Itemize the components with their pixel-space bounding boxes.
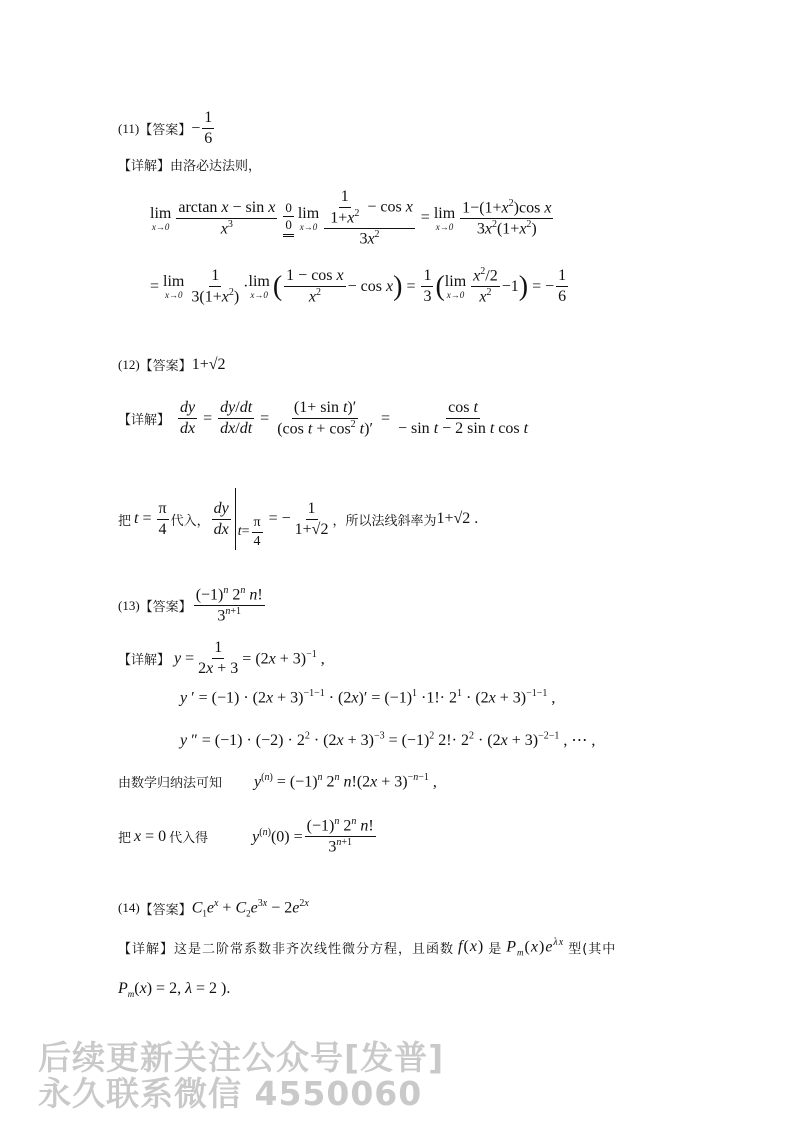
p13-number: (13) bbox=[118, 597, 140, 613]
p12-detail-line: 【详解】 $\frac{dy}{dx}$ = $\frac{dy/dt}{dx/dt}$ = $\frac{\text{(1+ sin t)′}}{(\cos t + \cos^2 t)'}$ = $\frac{\text{cos t}}{\text{− sin t − 2 sin t cos t}}$ bbox=[118, 399, 529, 438]
p13-second-derivative: y ″ = $(-1) \cdot (-2) \cdot 2^2 \cdot (2x + 3)^{-3} = (-1)^2$ $2!\cdot 2^2 \cdot (2x + 3)^{-2-1}$ , ⋯ , bbox=[180, 730, 596, 749]
p12-substitute-mid: 代入， bbox=[170, 513, 210, 529]
p14-detail-text-c: 型(其中 bbox=[568, 941, 617, 957]
p11-equation-1: lim x→0 $\frac{\text{arctan x − sin x}}{x^3}$ $\frac{0}{0}$ lim x→0 $\frac{1}{1+x^2}$ − cos x $3x^2$ = lim x→0 $\frac{1-(1+x^2)\cos x}{3x^2(1+x^2)}$ bbox=[150, 188, 552, 248]
p12-number: (12) bbox=[118, 356, 140, 372]
p14-detail-line: 【详解】 这是二阶常系数非齐次线性微分方程，且函数 f(x) 是 $P_m(x)e^{\lambda x}$ 型(其中 bbox=[118, 937, 617, 958]
p13-answer-line bbox=[118, 585, 267, 627]
p14-answer-line bbox=[118, 898, 309, 919]
p12-answer-line bbox=[118, 355, 226, 374]
p14-answer-label: 【答案】 bbox=[139, 902, 192, 918]
p12-substitute-prefix: 把 bbox=[118, 513, 132, 529]
p13-substitute-prefix: 把 bbox=[118, 831, 132, 847]
p13-induction-line: 由数学归纳法可知 $y^{(n)} = (-1)^n$ 2$^n$ $n!(2x + 3)^{-n-1}$ , bbox=[118, 772, 437, 792]
p12-answer-label: 【答案】 bbox=[139, 359, 192, 374]
watermark-line-1: 后续更新关注公众号[发普] bbox=[38, 1038, 445, 1077]
p13-induction: 由数学归纳法可知 bbox=[118, 776, 223, 792]
p11-answer-line bbox=[118, 108, 216, 149]
p11-detail-line bbox=[118, 155, 261, 174]
p11-number: (11) bbox=[118, 120, 140, 136]
p13-first-derivative: y ′ = $(-1) \cdot (2x + 3)^{-1-1} \cdot (2x)' = (-1)^1 \cdot 1!\cdot 2^1 \cdot (2x + 3)^{-1-1}$ , bbox=[180, 688, 556, 707]
p13-answer-label: 【答案】 bbox=[139, 600, 192, 616]
p14-detail-label: 【详解】 bbox=[118, 941, 175, 957]
p11-answer-fraction: $\frac{1}{6}$ bbox=[204, 109, 213, 147]
p11-lhopital-note: $\frac{0}{0}$ bbox=[283, 200, 294, 237]
p14-answer-value: $C_1e^x + C_2e^{3x} - 2e^{2x}$ bbox=[191, 898, 309, 919]
p14-detail-text-b: 是 bbox=[488, 941, 503, 957]
p12-detail-label: 【详解】 bbox=[118, 413, 171, 429]
p12-conclusion: ，所以法线斜率为 bbox=[332, 513, 437, 529]
p14-number: (14) bbox=[118, 900, 140, 916]
p13-answer-value: $\frac{(-1)^n 2^n n!}{3^{n+1}}$ bbox=[195, 585, 263, 625]
watermark-line-2: 永久联系微信 4550060 bbox=[38, 1074, 423, 1113]
p11-detail-label: 【详解】 bbox=[118, 159, 171, 174]
p13-detail-label: 【详解】 bbox=[118, 653, 171, 668]
p13-substitute-line: 把 x = 0 代入得 $y^{(n)}(0)$ = $\frac{(-1)^n 2^n n!}{3^{n+1}}$ bbox=[118, 816, 374, 856]
p12-answer-value: 1+√2 bbox=[191, 355, 226, 373]
p14-params-line: $P_m(x) = 2$, λ = 2 ). bbox=[118, 980, 231, 1000]
p13-detail-line: 【详解】 y = $\frac{1}{2x + 3}$ = $(2x + 3)^{-1}$ , bbox=[118, 639, 325, 677]
p11-equation-2: = lim x→0 $\frac{1}{3(1+x^2)}$ · lim x→0 ( $\frac{\text{1 − cos x}}{x^2}$ − cos x ) = $\frac{1}{3}$ ( lim x→0 $\frac{x^2/2}{x^2}$ −1 ) = − $\frac{1}{6}$ bbox=[150, 266, 567, 306]
p11-answer-value: − bbox=[191, 119, 201, 137]
p11-answer-label: 【答案】 bbox=[139, 123, 192, 138]
p12-substitute-line: 把 t = $\frac{\pi}{4}$ 代入， $\frac{dy}{dx}$ t = $\frac{\pi}{4}$ = − $\frac{1}{1+√2}$ ，所以法线斜率为 1+√2 . bbox=[118, 488, 478, 550]
p14-detail-text-a: 这是二阶常系数非齐次线性微分方程，且函数 bbox=[174, 941, 455, 957]
p13-substitute-suffix: 代入得 bbox=[169, 831, 209, 847]
p11-detail-intro: 由洛必达法则， bbox=[170, 159, 262, 174]
